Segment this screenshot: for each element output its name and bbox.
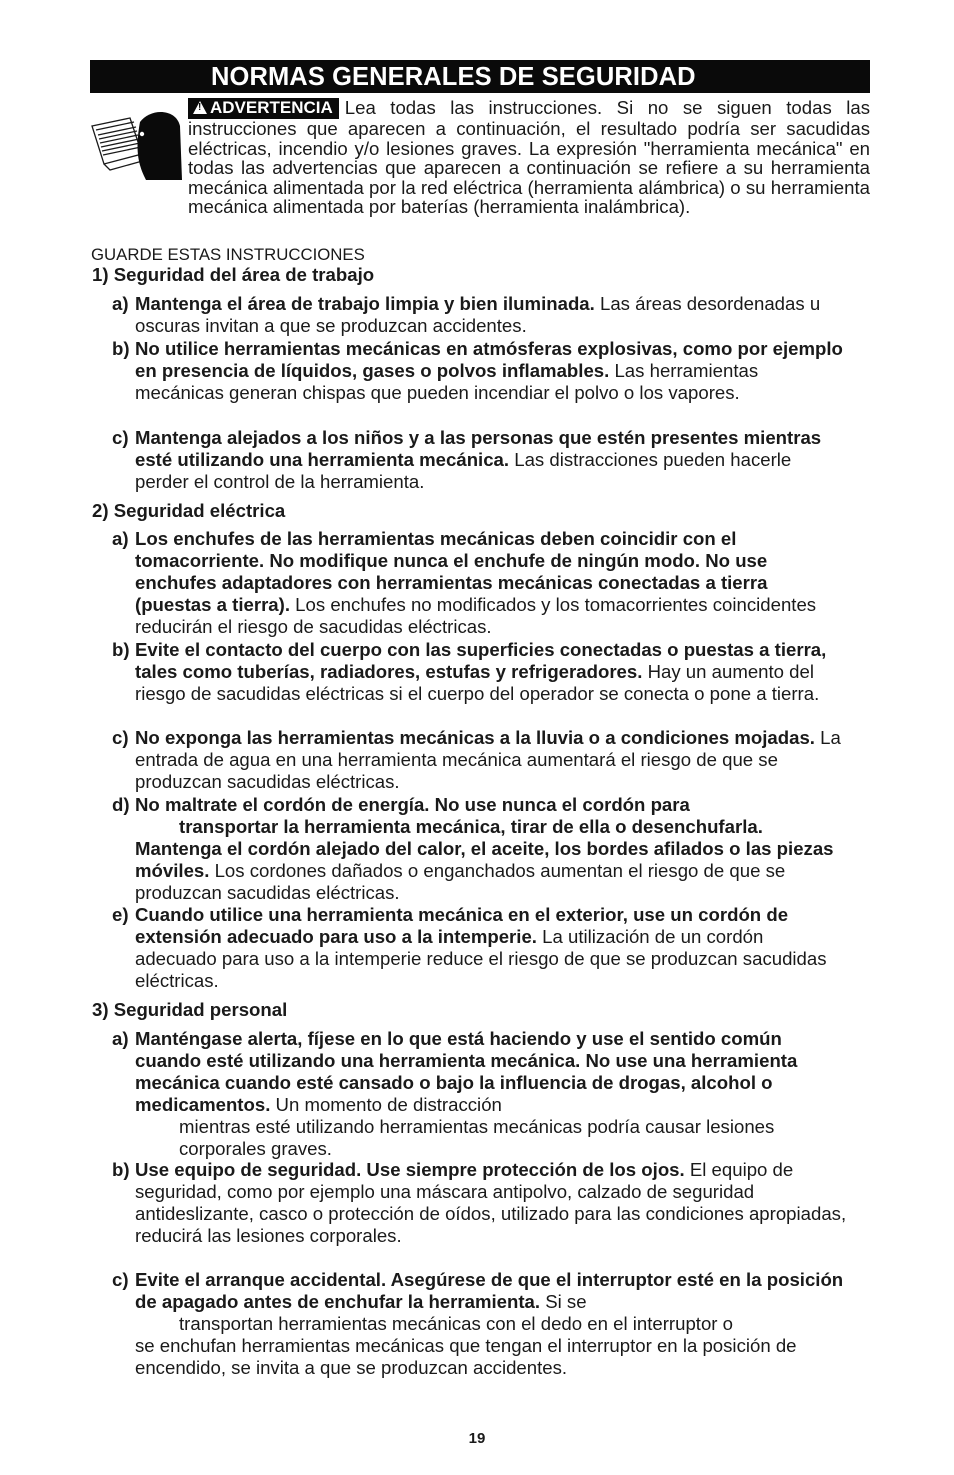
item-text: Si se	[540, 1291, 587, 1312]
item-text-indented: transportan herramientas mecánicas con el dedo en el interruptor o	[179, 1313, 733, 1334]
page-number: 19	[468, 1430, 486, 1447]
item-text: La entrada de agua en una herramienta mecánica aumentará el riesgo de que se produzcan sacudidas eléctricas.	[135, 727, 841, 792]
item-letter: a)	[112, 528, 129, 549]
item-letter: a)	[112, 293, 129, 314]
item-letter: b)	[112, 338, 130, 359]
warning-text: Lea todas las instrucciones. Si no se siguen todas las instrucciones que aparecen a continuación, el resultado podría ser sacudidas eléctricas, incendio y/o lesiones graves. La expresión "herramienta mecánica" en todas las advertencias que aparecen a continuación se refiere a su herramienta mecánica alimentada por la red eléctrica (herramienta alámbrica) o su herramienta mecánica alimentada por baterías (herramienta inalámbrica).	[188, 97, 870, 217]
item-bold-text: Cuando utilice una herramienta mecánica en el exterior, use un cordón de extensión adecuado para uso a la intemperie.	[135, 904, 789, 947]
item-bold-text-indented: transportar la herramienta mecánica, tirar de ella o desenchufarla.	[179, 816, 763, 837]
item-letter: c)	[112, 427, 129, 448]
item-text: El equipo de seguridad, como por ejemplo una máscara antipolvo, calzado de seguridad antideslizante, casco o protección de oídos, utilizado para las condiciones apropiadas, reducirá las lesiones corporales.	[135, 1159, 847, 1246]
list-item	[112, 1269, 847, 1379]
page-title: NORMAS GENERALES DE SEGURIDAD	[90, 60, 870, 93]
item-bold-text: No exponga las herramientas mecánicas a la lluvia o a condiciones mojadas.	[135, 727, 815, 748]
list-item	[112, 904, 847, 992]
list-item	[112, 727, 847, 793]
warning-paragraph	[188, 98, 870, 217]
item-text: Las herramientas mecánicas generan chispas que pueden incendiar el polvo o los vapores.	[135, 360, 759, 403]
item-bold-text: Mantenga el cordón alejado del calor, el aceite, los bordes afilados o las piezas móviles.	[135, 838, 834, 881]
item-bold-text: Manténgase alerta, fíjese en lo que está haciendo y use el sentido común cuando esté utilizando una herramienta mecánica. No use una herramienta mecánica cuando esté cansado o bajo la influencia de drogas, alcohol o medicamentos.	[135, 1028, 798, 1115]
list-item	[112, 293, 847, 337]
list-item	[112, 1159, 847, 1247]
item-letter: a)	[112, 1028, 129, 1049]
list-item	[112, 639, 847, 705]
manual-reader-icon	[90, 104, 184, 184]
list-item	[112, 794, 847, 904]
item-letter: b)	[112, 639, 130, 660]
warning-badge-label: ADVERTENCIA	[210, 98, 333, 117]
item-bold-text: Mantenga alejados a los niños y a las personas que estén presentes mientras esté utilizando una herramienta mecánica.	[135, 427, 822, 470]
item-text: Los cordones dañados o enganchados aumentan el riesgo de que se produzcan sacudidas eléctricas.	[135, 860, 786, 903]
section-heading-electrical: 2) Seguridad eléctrica	[92, 500, 286, 521]
list-item	[112, 427, 847, 493]
save-instructions-note: GUARDE ESTAS INSTRUCCIONES	[91, 245, 365, 264]
item-bold-text: No maltrate el cordón de energía. No use nunca el cordón para	[135, 794, 690, 815]
item-bold-text: Mantenga el área de trabajo limpia y bien iluminada.	[135, 293, 595, 314]
item-text: Las áreas desordenadas u oscuras invitan a que se produzcan accidentes.	[135, 293, 821, 336]
item-letter: b)	[112, 1159, 130, 1180]
list-item	[112, 1028, 847, 1160]
section-heading-work-area: 1) Seguridad del área de trabajo	[92, 264, 375, 285]
item-bold-text: No utilice herramientas mecánicas en atmósferas explosivas, como por ejemplo en presencia de líquidos, gases o polvos inflamables.	[135, 338, 843, 381]
item-text: Un momento de distracción	[270, 1094, 502, 1115]
item-bold-text: Los enchufes de las herramientas mecánicas deben coincidir con el tomacorriente. No modifique nunca el enchufe de ningún modo. No use enchufes adaptadores con herramientas mecánicas conectadas a tierra (puestas a tierra).	[135, 528, 768, 615]
warning-badge	[188, 98, 339, 119]
item-text: Hay un aumento del riesgo de sacudidas eléctricas si el cuerpo del operador se conecta o pone a tierra.	[135, 661, 820, 704]
list-item	[112, 528, 847, 638]
item-text: Las distracciones pueden hacerle perder el control de la herramienta.	[135, 449, 792, 492]
list-item	[112, 338, 847, 404]
item-text: Los enchufes no modificados y los tomacorrientes coincidentes reducirán el riesgo de sacudidas eléctricas.	[135, 594, 817, 637]
item-text: La utilización de un cordón adecuado para uso a la intemperie reduce el riesgo de que se produzcan sacudidas eléctricas.	[135, 926, 827, 991]
item-bold-text: Evite el contacto del cuerpo con las superficies conectadas o puestas a tierra, tales como tuberías, radiadores, estufas y refrigeradores.	[135, 639, 827, 682]
item-bold-text: Evite el arranque accidental. Asegúrese de que el interruptor esté en la posición de apagado antes de enchufar la herramienta.	[135, 1269, 844, 1312]
item-letter: c)	[112, 727, 129, 748]
warning-triangle-icon	[193, 101, 207, 114]
item-bold-text: Use equipo de seguridad. Use siempre protección de los ojos.	[135, 1159, 685, 1180]
section-heading-personal: 3) Seguridad personal	[92, 999, 288, 1020]
item-letter: d)	[112, 794, 130, 815]
page	[90, 60, 870, 1378]
item-text-indented: mientras esté utilizando herramientas mecánicas podría causar lesiones corporales graves.	[179, 1116, 775, 1159]
item-letter: c)	[112, 1269, 129, 1290]
item-text: se enchufan herramientas mecánicas que tengan el interruptor en la posición de encendido, se invita a que se produzcan accidentes.	[135, 1335, 797, 1378]
item-letter: e)	[112, 904, 129, 925]
